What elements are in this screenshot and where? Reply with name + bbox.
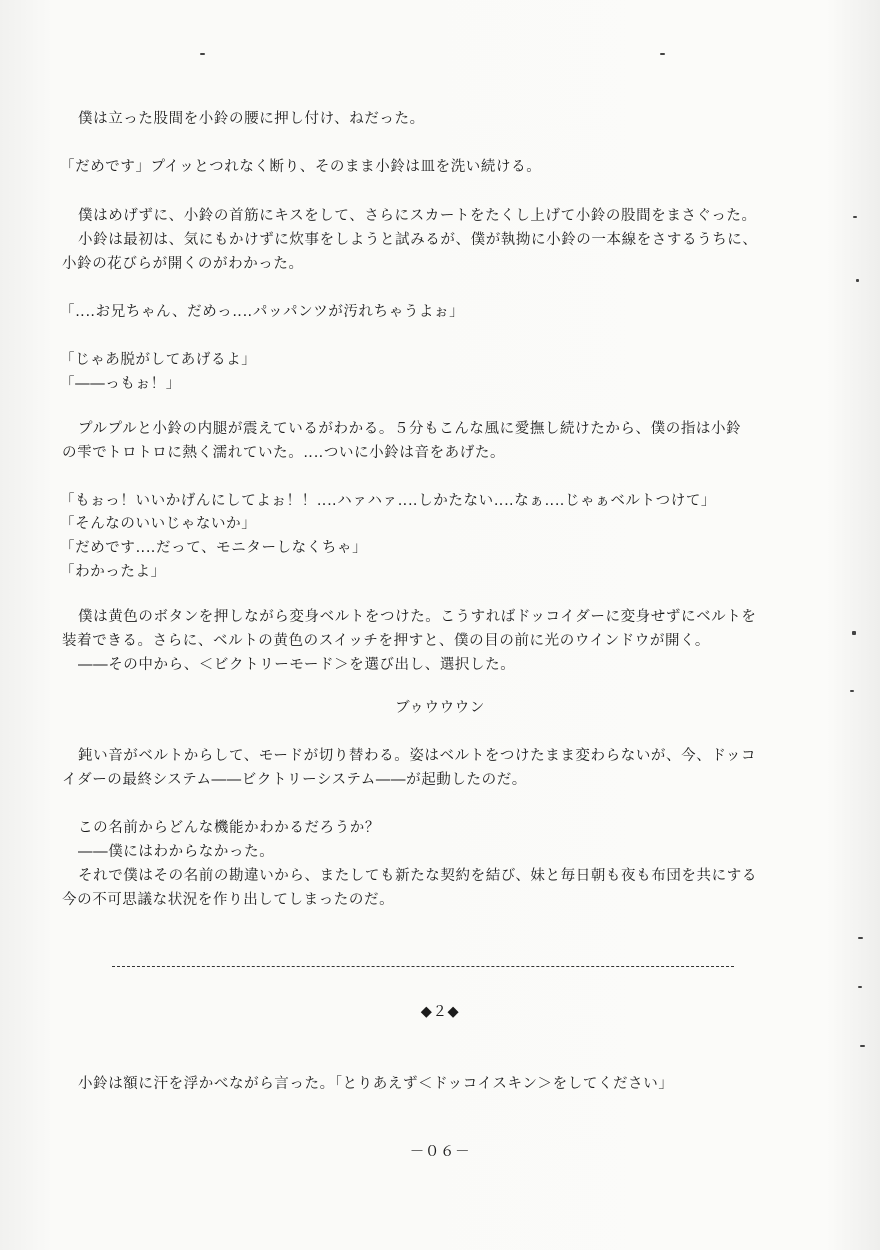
paragraph-line: 今の不可思議な状況を作り出してしまったのだ。 xyxy=(62,892,395,908)
scan-speck xyxy=(852,631,856,635)
section-divider xyxy=(112,966,734,967)
paragraph-line: の雫でトロトロに熱く濡れていた。‥‥ついに小鈴は音をあげた。 xyxy=(62,445,506,461)
dialogue-line: 「‥‥お兄ちゃん、だめっ‥‥パッパンツが汚れちゃうよぉ」 xyxy=(60,304,465,320)
scan-speck xyxy=(858,986,862,988)
paragraph-line: 僕は立った股間を小鈴の腰に押し付け、ねだった。 xyxy=(78,111,425,127)
paragraph-line: 小鈴は額に汗を浮かべながら言った。「とりあえず＜ドッコイスキン＞をしてください」 xyxy=(78,1076,674,1092)
sound-effect: ブゥウウウン xyxy=(395,700,485,716)
paragraph-line: 僕は黄色のボタンを押しながら変身ベルトをつけた。こうすればドッコイダーに変身せずにベルトを xyxy=(78,609,757,625)
dialogue-line: 「そんなのいいじゃないか」 xyxy=(60,516,257,532)
dialogue-line: 「だめです」プイッとつれなく断り、そのまま小鈴は皿を洗い続ける。 xyxy=(60,159,542,175)
page-number: －０６－ xyxy=(409,1144,471,1160)
paragraph-line: ――僕にはわからなかった。 xyxy=(78,844,275,860)
paragraph-line: 僕はめげずに、小鈴の首筋にキスをして、さらにスカートをたくし上げて小鈴の股間をまさぐった。 xyxy=(78,208,757,224)
paragraph-line: 鈍い音がベルトからして、モードが切り替わる。姿はベルトをつけたまま変わらないが、今、ドッコ xyxy=(78,748,757,764)
paragraph-line: それで僕はその名前の勘違いから、またしても新たな契約を結び、妹と毎日朝も夜も布団を共にする xyxy=(78,868,757,884)
paragraph-line: 装着できる。さらに、ベルトの黄色のスイッチを押すと、僕の目の前に光のウインドウが開く。 xyxy=(62,633,710,649)
scan-speck xyxy=(853,216,857,218)
scan-speck xyxy=(856,279,859,282)
paragraph-line: この名前からどんな機能かわかるだろうか？ xyxy=(78,820,380,836)
paragraph-line: イダーの最終システム――ビクトリーシステム――が起動したのだ。 xyxy=(62,772,527,788)
paragraph-line: 小鈴の花びらが開くのがわかった。 xyxy=(62,256,304,272)
chapter-heading: ◆２◆ xyxy=(420,1004,460,1020)
scan-speck xyxy=(858,937,863,939)
dialogue-line: 「じゃあ脱がしてあげるよ」 xyxy=(60,352,257,368)
scan-speck xyxy=(850,690,854,692)
paragraph-line: 小鈴は最初は、気にもかけずに炊事をしようと試みるが、僕が執拗に小鈴の一本線をさするうちに、 xyxy=(78,232,758,248)
paragraph-line: ――その中から、＜ビクトリーモード＞を選び出し、選択した。 xyxy=(78,657,516,673)
dialogue-line: 「もぉっ！いいかげんにしてよぉ！！‥‥ハァハァ‥‥しかたない‥‥なぁ‥‥じゃぁベルトつけて」 xyxy=(60,493,717,509)
paragraph-line: プルプルと小鈴の内腿が震えているがわかる。５分もこんな風に愛撫し続けたから、僕の指は小鈴 xyxy=(78,421,742,437)
dialogue-line: 「わかったよ」 xyxy=(60,564,166,580)
dialogue-line: 「だめです‥‥だって、モニターしなくちゃ」 xyxy=(60,540,368,556)
scan-speck xyxy=(200,53,205,55)
scan-speck xyxy=(860,1045,865,1047)
dialogue-line: 「――っもぉ！」 xyxy=(60,376,181,392)
scan-speck xyxy=(660,53,665,55)
